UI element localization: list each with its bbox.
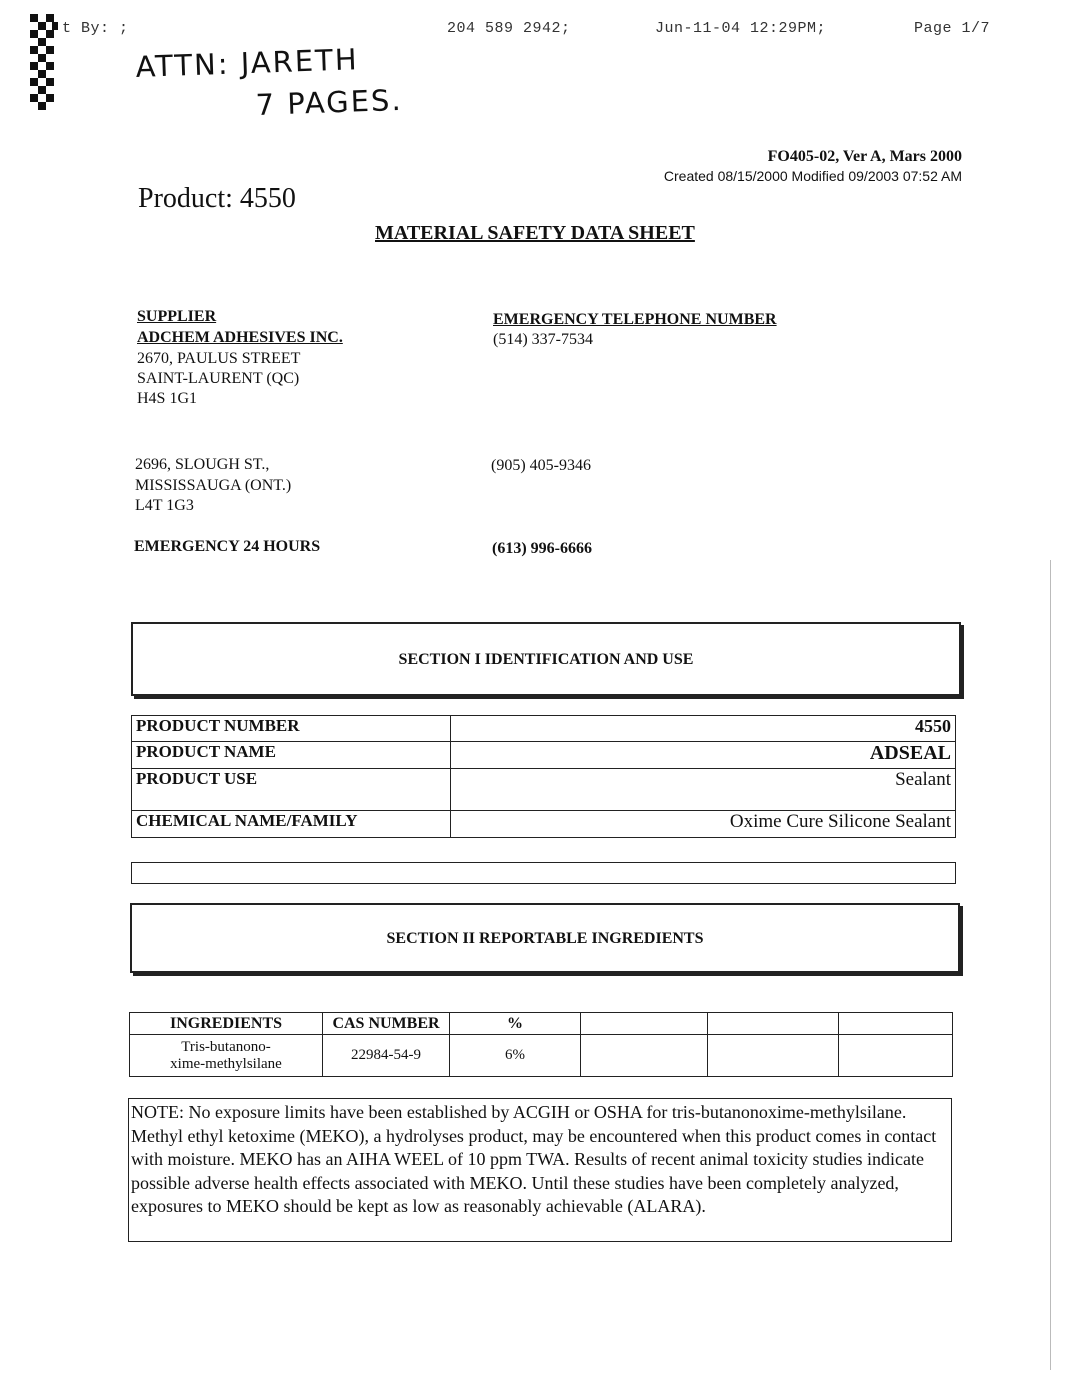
- product-use-label: PRODUCT USE: [132, 769, 451, 811]
- document-title: MATERIAL SAFETY DATA SHEET: [375, 222, 695, 244]
- fax-phone: 204 589 2942;: [447, 20, 571, 37]
- col-header-ingredients: INGREDIENTS: [130, 1013, 323, 1035]
- emergency-24-label: EMERGENCY 24 HOURS: [134, 538, 321, 555]
- fax-datetime: Jun-11-04 12:29PM;: [655, 20, 827, 37]
- ingredient-name: [130, 1035, 323, 1077]
- section-1-header-box: [131, 622, 961, 696]
- empty-cell: [581, 1035, 708, 1077]
- supplier-label: SUPPLIER: [137, 308, 217, 325]
- supplier-address-line: H4S 1G1: [137, 390, 198, 407]
- ingredient-percent: 6%: [450, 1035, 581, 1077]
- col-header-blank: [839, 1013, 953, 1035]
- fax-page: Page 1/7: [914, 20, 991, 37]
- section-2-header-box: [130, 903, 960, 973]
- table-row: [132, 742, 956, 769]
- supplier-address2-line: MISSISSAUGA (ONT.): [135, 477, 292, 494]
- identification-table: [131, 715, 956, 838]
- emergency-label: EMERGENCY TELEPHONE NUMBER: [493, 311, 777, 328]
- col-header-percent: %: [450, 1013, 581, 1035]
- empty-cell: [839, 1035, 953, 1077]
- fax-sent-by: t By: ;: [62, 20, 129, 37]
- product-heading: Product: 4550: [138, 183, 296, 214]
- created-modified: Created 08/15/2000 Modified 09/2003 07:52 AM: [663, 168, 962, 184]
- product-number-label: PRODUCT NUMBER: [132, 716, 451, 742]
- table-row: [132, 716, 956, 742]
- section-2-title: SECTION II REPORTABLE INGREDIENTS: [386, 930, 704, 947]
- form-reference: FO405-02, Ver A, Mars 2000: [767, 148, 962, 165]
- empty-cell: [708, 1035, 839, 1077]
- col-header-cas: CAS NUMBER: [323, 1013, 450, 1035]
- ingredient-name-line: xime-methylsilane: [170, 1055, 282, 1072]
- table-row: [132, 769, 956, 811]
- col-header-blank: [708, 1013, 839, 1035]
- product-use-value: Sealant: [451, 769, 956, 811]
- supplier-address2-line: L4T 1G3: [135, 497, 194, 514]
- scan-edge-line: [1050, 560, 1051, 1370]
- emergency-phone-2: (905) 405-9346: [491, 457, 591, 474]
- product-name-value: ADSEAL: [451, 742, 956, 769]
- table-row: [130, 1035, 953, 1077]
- ingredient-cas: 22984-54-9: [323, 1035, 450, 1077]
- fax-logo: [30, 14, 60, 114]
- product-name-label: PRODUCT NAME: [132, 742, 451, 769]
- exposure-note: NOTE: No exposure limits have been established by ACGIH or OSHA for tris-butanonoxime-methylsilane. Methyl ethyl ketoxime (MEKO), a hydrolyses product, may be encountered when this product comes in contact with moisture. MEKO has an AIHA WEEL of 10 ppm TWA. Results of recent animal toxicity studies indicate possible adverse health effects associated with MEKO. Until these studies have been completely analyzed, exposures to MEKO should be kept as low as reasonably achievable (ALARA).: [128, 1098, 952, 1242]
- handwritten-pages: 7 PAGES.: [255, 82, 404, 122]
- supplier-address2-line: 2696, SLOUGH ST.,: [135, 456, 270, 473]
- handwritten-attn: ATTN: JARETH: [135, 42, 360, 84]
- chemical-family-label: CHEMICAL NAME/FAMILY: [132, 811, 451, 838]
- emergency-phone-24: (613) 996-6666: [492, 540, 592, 557]
- emergency-phone-1: (514) 337-7534: [493, 331, 593, 348]
- ingredient-name-line: Tris-butanono-: [181, 1038, 271, 1055]
- ingredients-table: [129, 1012, 953, 1077]
- col-header-blank: [581, 1013, 708, 1035]
- empty-bar: [131, 862, 956, 884]
- table-row: [132, 811, 956, 838]
- chemical-family-value: Oxime Cure Silicone Sealant: [451, 811, 956, 838]
- product-number-value: 4550: [451, 716, 956, 742]
- supplier-company: ADCHEM ADHESIVES INC.: [137, 329, 343, 346]
- supplier-address-line: 2670, PAULUS STREET: [137, 350, 301, 367]
- supplier-address-line: SAINT-LAURENT (QC): [137, 370, 300, 387]
- section-1-title: SECTION I IDENTIFICATION AND USE: [398, 651, 694, 668]
- table-row: [130, 1013, 953, 1035]
